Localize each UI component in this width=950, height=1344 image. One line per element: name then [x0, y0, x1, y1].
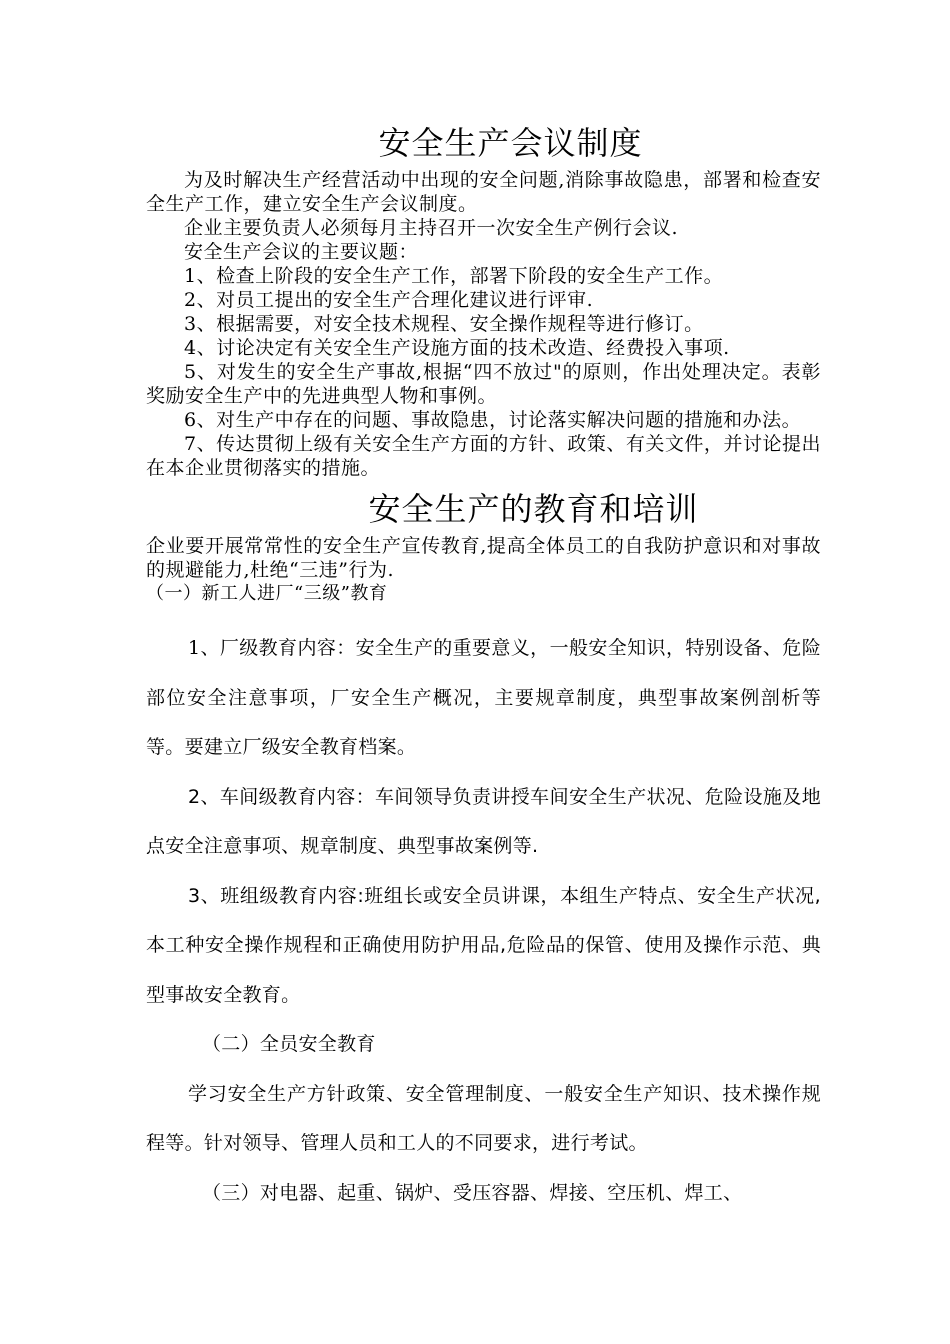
- subsection-heading-new-workers: （一）新工人进厂“三级”教育: [146, 583, 388, 604]
- topic-item-7: 7、传达贯彻上级有关安全生产方面的方针、政策、有关文件，并讨论提出在本企业贯彻落实的措施。: [146, 433, 821, 479]
- training-item-1-text: 安全生产的重要意义，一般安全知识，特别设备、危险部位安全注意事项，厂安全生产概况，主要规章制度，典型事故案例剖析等等。要建立厂级安全教育档案。: [146, 637, 821, 758]
- training-item-1: [146, 624, 821, 773]
- topic-item-5: 5、对发生的安全生产事故,根据“四不放过"的原则，作出处理决定。表彰奖励安全生产中的先进典型人物和事例。: [146, 361, 821, 407]
- training-item-1-label: 1、厂级教育内容：: [188, 637, 356, 659]
- document-body: [146, 118, 821, 1218]
- topic-item-6: 6、对生产中存在的问题、事故隐患，讨论落实解决问题的措施和办法。: [184, 409, 802, 431]
- topic-item-1: 1、检查上阶段的安全生产工作，部署下阶段的安全生产工作。: [184, 265, 724, 287]
- paragraph-purpose: 为及时解决生产经营活动中出现的安全问题,消除事故隐患，部署和检查安全生产工作，建立安全生产会议制度。: [146, 169, 821, 215]
- topic-item-2: 2、对员工提出的安全生产合理化建议进行评审.: [184, 289, 594, 311]
- paragraph-topics-heading: 安全生产会议的主要议题：: [184, 241, 419, 263]
- training-item-2: 2、车间级教育内容：车间领导负责讲授车间安全生产状况、危险设施及地点安全注意事项、规章制度、典型事故案例等.: [146, 785, 821, 857]
- section-title-meeting: 安全生产会议制度: [378, 124, 643, 162]
- paragraph-monthly-meeting: 企业主要负责人必须每月主持召开一次安全生产例行会议.: [184, 217, 679, 239]
- training-item-3: 3、班组级教育内容:班组长或安全员讲课，本组生产特点、安全生产状况,本工种安全操作规程和正确使用防护用品,危险品的保管、使用及操作示范、典型事故安全教育。: [146, 884, 821, 1006]
- training-intro: 企业要开展常常性的安全生产宣传教育,提高全体员工的自我防护意识和对事故的规避能力,杜绝“三违”行为.: [146, 535, 821, 581]
- subsection-heading-special-equipment: （三）对电器、起重、锅炉、受压容器、焊接、空压机、焊工、: [202, 1181, 743, 1204]
- topic-item-3: 3、根据需要，对安全技术规程、安全操作规程等进行修订。: [184, 313, 704, 335]
- all-staff-training-text: 学习安全生产方针政策、安全管理制度、一般安全生产知识、技术操作规程等。针对领导、管理人员和工人的不同要求，进行考试。: [146, 1082, 821, 1154]
- subsection-heading-all-staff: （二）全员安全教育: [202, 1033, 376, 1055]
- section-title-training: 安全生产的教育和培训: [368, 490, 699, 528]
- topic-item-4: 4、讨论决定有关安全生产设施方面的技术改造、经费投入事项.: [184, 337, 730, 359]
